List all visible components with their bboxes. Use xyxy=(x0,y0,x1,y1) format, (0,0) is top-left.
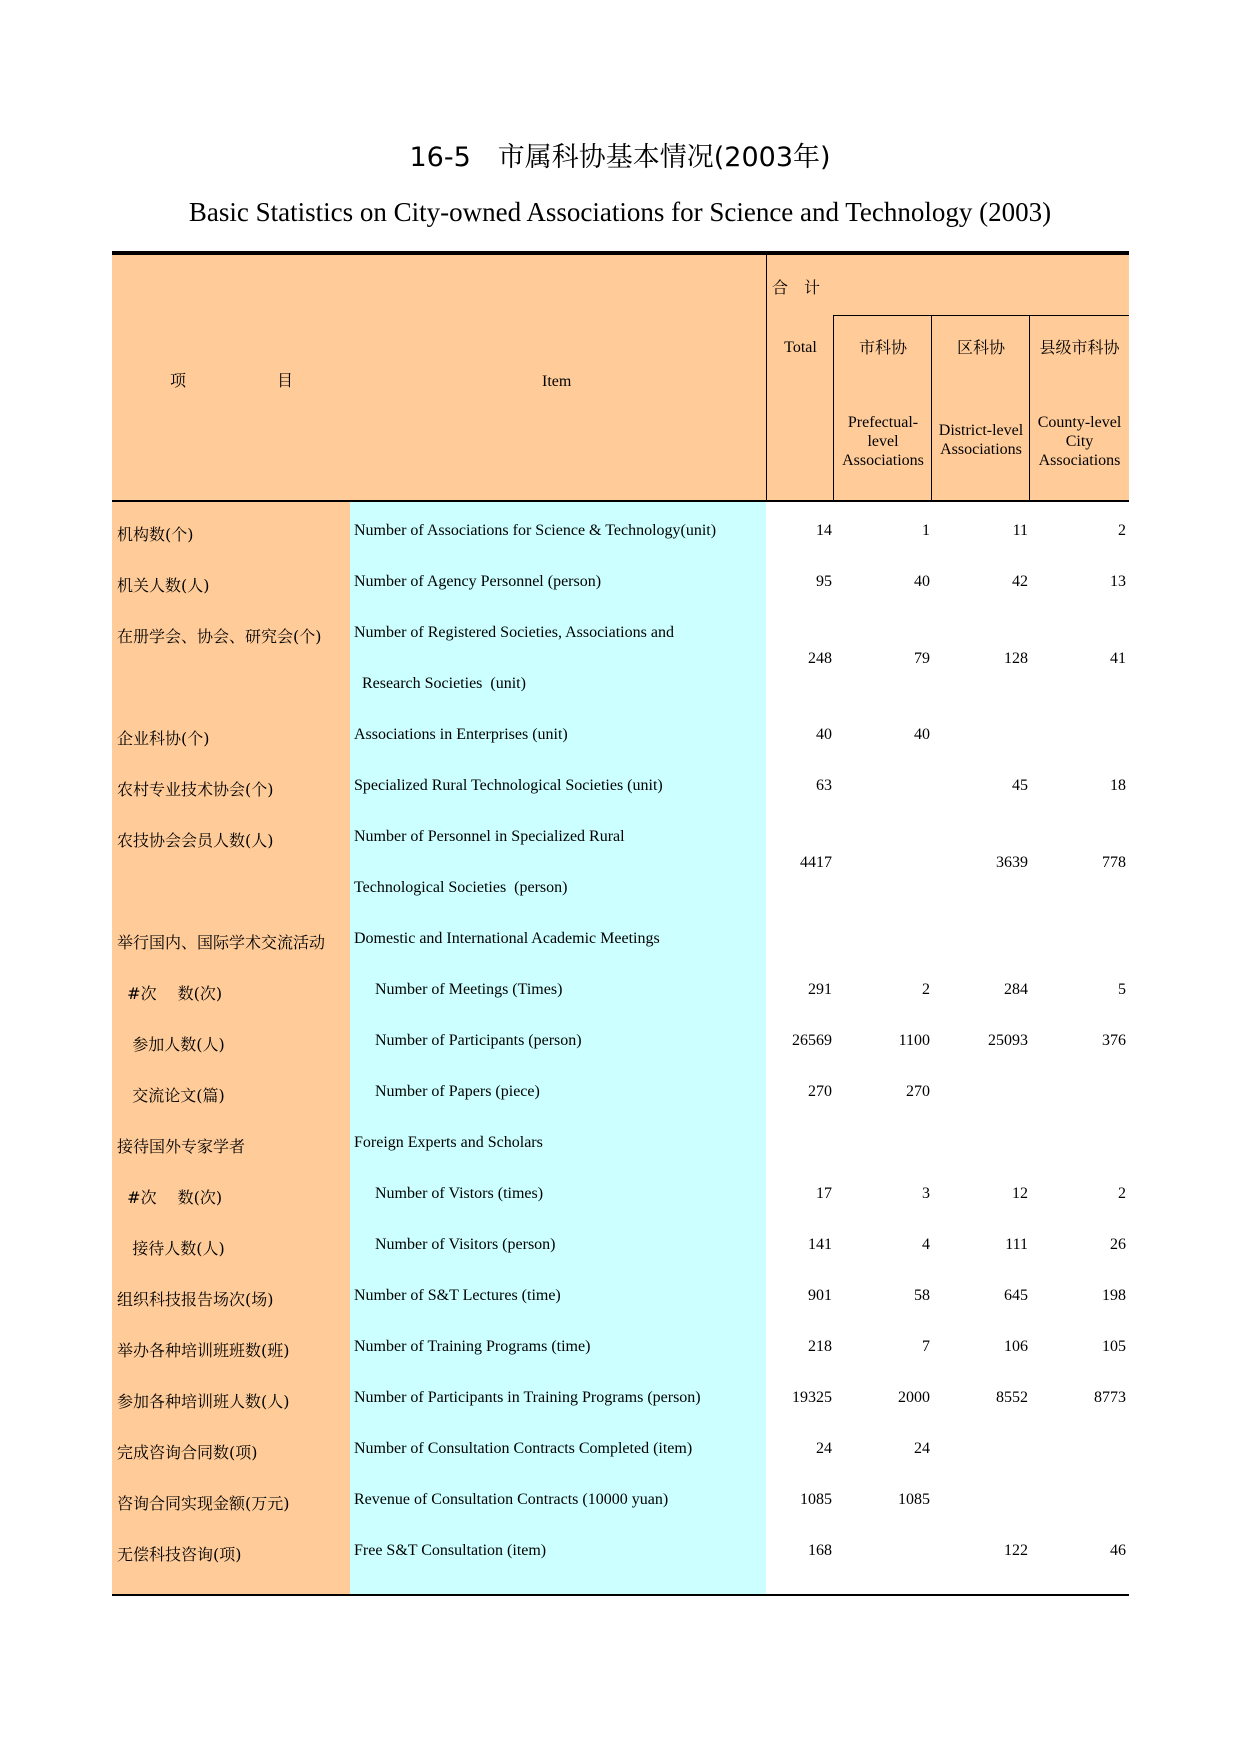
row-label-en: Number of S&T Lectures (time) xyxy=(354,1287,561,1304)
cell-county: 41 xyxy=(1110,650,1126,667)
cell-county: 198 xyxy=(1102,1287,1126,1304)
header-divider xyxy=(931,315,932,502)
cell-county: 376 xyxy=(1102,1032,1126,1049)
cell-prefectural: 270 xyxy=(906,1083,930,1100)
cell-district: 12 xyxy=(1012,1185,1028,1202)
cell-district: 122 xyxy=(1004,1542,1028,1559)
table-row xyxy=(112,1440,1129,1491)
cell-district: 11 xyxy=(1012,522,1028,539)
col-district-header-en: District-level Associations xyxy=(938,422,1024,458)
table-row xyxy=(112,522,1129,573)
row-label-en: Number of Visitors (person) xyxy=(375,1236,556,1253)
cell-total: 14 xyxy=(816,522,832,539)
cell-district: 111 xyxy=(1005,1236,1028,1253)
row-label-en: Number of Registered Societies, Associations and xyxy=(354,624,674,641)
cell-district: 45 xyxy=(1012,777,1028,794)
row-label-cn: 在册学会、协会、研究会(个) xyxy=(117,627,322,646)
row-label-en: Number of Papers (piece) xyxy=(375,1083,540,1100)
item-header-cn-2: 目 xyxy=(277,373,294,390)
cell-prefectural: 40 xyxy=(914,573,930,590)
row-label-cn: 举行国内、国际学术交流活动 xyxy=(117,933,326,952)
row-label-cn: 完成咨询合同数(项) xyxy=(117,1443,258,1462)
row-label-en: Number of Personnel in Specialized Rural xyxy=(354,828,625,845)
cell-county: 105 xyxy=(1102,1338,1126,1355)
cell-total: 26569 xyxy=(792,1032,832,1049)
row-label-en: Number of Associations for Science & Technology(unit) xyxy=(354,522,717,539)
cell-total: 17 xyxy=(816,1185,832,1202)
cell-total: 63 xyxy=(816,777,832,794)
row-label-cn: 接待国外专家学者 xyxy=(117,1137,246,1156)
cell-total: 1085 xyxy=(800,1491,832,1508)
cell-district: 3639 xyxy=(996,854,1028,871)
header-divider xyxy=(1029,315,1030,502)
item-header-cn-1: 项 xyxy=(170,373,187,390)
cell-county: 778 xyxy=(1102,854,1126,871)
row-label-cn: 咨询合同实现金额(万元) xyxy=(117,1494,290,1513)
cell-total: 40 xyxy=(816,726,832,743)
row-label-en: Number of Consultation Contracts Completed (item) xyxy=(354,1440,693,1457)
table-row xyxy=(112,1338,1129,1389)
row-label-cn: #次 数(次) xyxy=(117,984,223,1003)
cell-prefectural: 1085 xyxy=(898,1491,930,1508)
row-label-en: Number of Training Programs (time) xyxy=(354,1338,591,1355)
table-row xyxy=(112,1491,1129,1542)
header-divider xyxy=(766,255,767,502)
cell-total: 291 xyxy=(808,981,832,998)
cell-total: 24 xyxy=(816,1440,832,1457)
cell-county: 5 xyxy=(1118,981,1126,998)
cell-prefectural: 2000 xyxy=(898,1389,930,1406)
cell-prefectural: 3 xyxy=(922,1185,930,1202)
cell-county: 2 xyxy=(1118,1185,1126,1202)
row-label-cn: 农技协会会员人数(人) xyxy=(117,831,274,850)
row-label-cn: 企业科协(个) xyxy=(117,729,210,748)
cell-prefectural: 7 xyxy=(922,1338,930,1355)
table-row xyxy=(112,1287,1129,1338)
row-label-en: Associations in Enterprises (unit) xyxy=(354,726,568,743)
row-label-en-line2: Research Societies (unit) xyxy=(354,675,526,692)
col-prefectural-header-en: Prefectual-level Associations xyxy=(842,414,924,469)
cell-county: 26 xyxy=(1110,1236,1126,1253)
cell-total: 901 xyxy=(808,1287,832,1304)
row-label-cn: 机构数(个) xyxy=(117,525,194,544)
cell-district: 128 xyxy=(1004,650,1028,667)
row-label-cn: 接待人数(人) xyxy=(117,1239,225,1258)
cell-county: 13 xyxy=(1110,573,1126,590)
row-label-cn: 机关人数(人) xyxy=(117,576,210,595)
row-label-cn: 无偿科技咨询(项) xyxy=(117,1545,242,1564)
row-label-cn: 农村专业技术协会(个) xyxy=(117,780,274,799)
item-header-en: Item xyxy=(542,373,572,390)
cell-total: 270 xyxy=(808,1083,832,1100)
cell-prefectural: 58 xyxy=(914,1287,930,1304)
row-label-cn: 组织科技报告场次(场) xyxy=(117,1290,274,1309)
row-label-en: Foreign Experts and Scholars xyxy=(354,1134,543,1151)
row-label-en-line2: Technological Societies (person) xyxy=(354,879,568,896)
table-row xyxy=(112,1185,1129,1236)
table-row xyxy=(112,1389,1129,1440)
table-row xyxy=(112,1083,1129,1134)
row-label-en: Domestic and International Academic Meetings xyxy=(354,930,660,947)
table-row xyxy=(112,981,1129,1032)
row-label-cn: 交流论文(篇) xyxy=(117,1086,225,1105)
row-label-cn: #次 数(次) xyxy=(117,1188,223,1207)
table-row xyxy=(112,930,1129,981)
cell-district: 8552 xyxy=(996,1389,1028,1406)
cell-district: 25093 xyxy=(988,1032,1028,1049)
cell-prefectural: 40 xyxy=(914,726,930,743)
cell-total: 4417 xyxy=(800,854,832,871)
total-header-cn: 合 计 xyxy=(772,278,821,297)
table-row xyxy=(112,777,1129,828)
cell-prefectural: 79 xyxy=(914,650,930,667)
cell-county: 8773 xyxy=(1094,1389,1126,1406)
table-row xyxy=(112,1134,1129,1185)
table-row xyxy=(112,573,1129,624)
cell-district: 42 xyxy=(1012,573,1028,590)
cell-total: 168 xyxy=(808,1542,832,1559)
cell-total: 19325 xyxy=(792,1389,832,1406)
cell-county: 18 xyxy=(1110,777,1126,794)
col-county-header-en: County-level City Associations xyxy=(1037,414,1122,469)
cell-district: 645 xyxy=(1004,1287,1028,1304)
cell-county: 2 xyxy=(1118,522,1126,539)
header-divider xyxy=(833,315,834,502)
cell-prefectural: 24 xyxy=(914,1440,930,1457)
row-label-en: Number of Meetings (Times) xyxy=(375,981,563,998)
cell-total: 218 xyxy=(808,1338,832,1355)
col-county-header-cn: 县级市科协 xyxy=(1039,338,1120,357)
cell-prefectural: 1100 xyxy=(898,1032,930,1049)
row-label-en: Number of Vistors (times) xyxy=(375,1185,544,1202)
row-label-en: Free S&T Consultation (item) xyxy=(354,1542,547,1559)
table-header xyxy=(112,251,1129,502)
row-label-en: Number of Participants (person) xyxy=(375,1032,582,1049)
page-title-chinese: 16-5 市属科协基本情况(2003年) xyxy=(409,142,831,173)
page-title-english: Basic Statistics on City-owned Associations for Science and Technology (2003) xyxy=(188,197,1052,227)
cell-prefectural: 2 xyxy=(922,981,930,998)
cell-county: 46 xyxy=(1110,1542,1126,1559)
cell-total: 248 xyxy=(808,650,832,667)
total-header-en: Total xyxy=(784,339,817,356)
row-label-en: Number of Agency Personnel (person) xyxy=(354,573,602,590)
cell-prefectural: 1 xyxy=(922,522,930,539)
table-row xyxy=(112,1236,1129,1287)
cell-district: 106 xyxy=(1004,1338,1028,1355)
col-district-header-cn: 区科协 xyxy=(956,338,1005,357)
cell-total: 95 xyxy=(816,573,832,590)
table-row xyxy=(112,624,1129,726)
table-row xyxy=(112,726,1129,777)
row-label-en: Revenue of Consultation Contracts (10000 yuan) xyxy=(354,1491,669,1508)
table-row xyxy=(112,1542,1129,1593)
row-label-cn: 参加人数(人) xyxy=(117,1035,225,1054)
row-label-en: Number of Participants in Training Programs (person) xyxy=(354,1389,701,1406)
col-prefectural-header-cn: 市科协 xyxy=(858,338,907,357)
table-row xyxy=(112,1032,1129,1083)
cell-prefectural: 4 xyxy=(922,1236,930,1253)
cell-district: 284 xyxy=(1004,981,1028,998)
row-label-cn: 参加各种培训班人数(人) xyxy=(117,1392,290,1411)
row-label-en: Specialized Rural Technological Societies (unit) xyxy=(354,777,663,794)
row-label-cn: 举办各种培训班班数(班) xyxy=(117,1341,290,1360)
header-divider xyxy=(834,315,1129,316)
table-row xyxy=(112,828,1129,930)
bottom-rule xyxy=(112,1594,1129,1596)
cell-total: 141 xyxy=(808,1236,832,1253)
